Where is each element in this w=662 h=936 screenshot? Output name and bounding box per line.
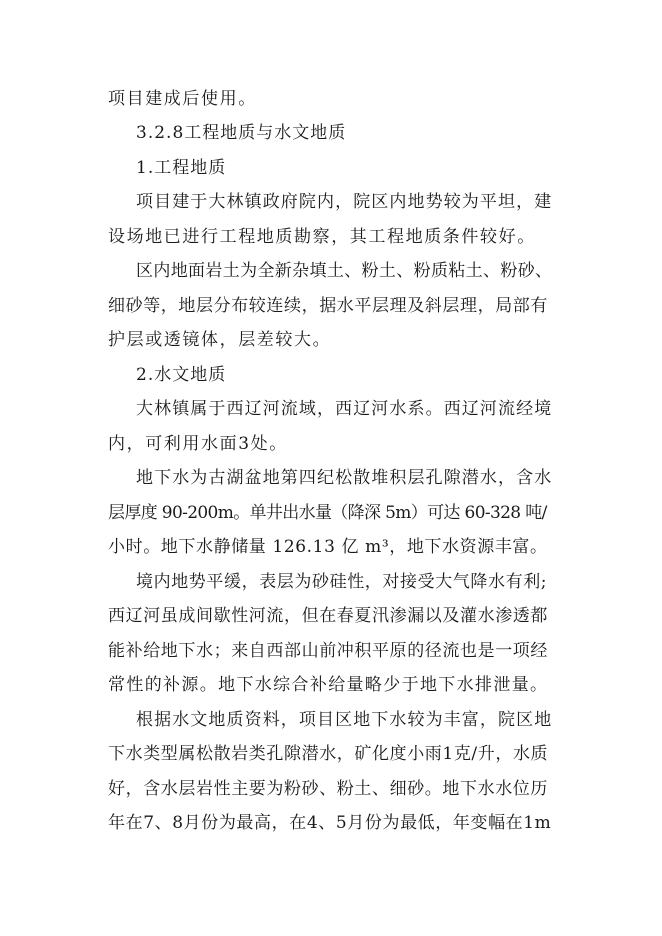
text-line-17: 能补给地下水；来自西部山前冲积平原的径流也是一项经 [108,641,548,661]
text-line-6: 区内地面岩土为全新杂填土、粉土、粉质粘土、粉砂、 [136,261,553,281]
text-line-14: 小时。地下水静储量 126.13 亿 m³，地下水资源丰富。 [108,537,548,557]
text-line-11: 内，可利用水面3处。 [108,434,288,454]
text-line-21: 好，含水层岩性主要为粉砂、粉土、细砂。地下水水位历 [108,779,548,799]
text-line-16: 西辽河虽成间歇性河流，但在春夏汛渗漏以及灌水渗透都 [108,606,548,626]
section-heading-3-2-8: 3.2.8工程地质与水文地质 [136,123,347,143]
text-line-1: 项目建成后使用。 [108,89,257,109]
text-line-22: 年在7、8月份为最高，在4、5月份为最低，年变幅在1m [108,813,552,833]
text-line-10: 大林镇属于西辽河流域，西辽河水系。西辽河流经境 [136,399,553,419]
subheading-engineering-geology: 1.工程地质 [136,158,227,178]
text-line-13: 层厚度 90-200m。单井出水量（降深 5m）可达 60-328 吨/ [108,503,547,523]
text-line-8: 护层或透镜体，层差较大。 [108,330,332,350]
text-line-20: 下水类型属松散岩类孔隙潜水，矿化度小雨1克/升，水质 [108,744,549,764]
text-line-15: 境内地势平缓，表层为砂硅性，对接受大气降水有利; [136,572,548,592]
text-line-12: 地下水为古湖盆地第四纪松散堆积层孔隙潜水，含水 [136,468,553,488]
text-line-7: 细砂等，地层分布较连续，据水平层理及斜层理，局部有 [108,296,548,316]
text-line-19: 根据水文地质资料，项目区地下水较为丰富，院区地 [136,710,553,730]
text-line-5: 设场地已进行工程地质勘察，其工程地质条件较好。 [108,227,536,247]
text-line-4: 项目建于大林镇政府院内，院区内地势较为平坦，建 [136,192,553,212]
subheading-hydrogeology: 2.水文地质 [136,365,227,385]
text-line-18: 常性的补源。地下水综合补给量略少于地下水排泄量。 [108,675,549,695]
